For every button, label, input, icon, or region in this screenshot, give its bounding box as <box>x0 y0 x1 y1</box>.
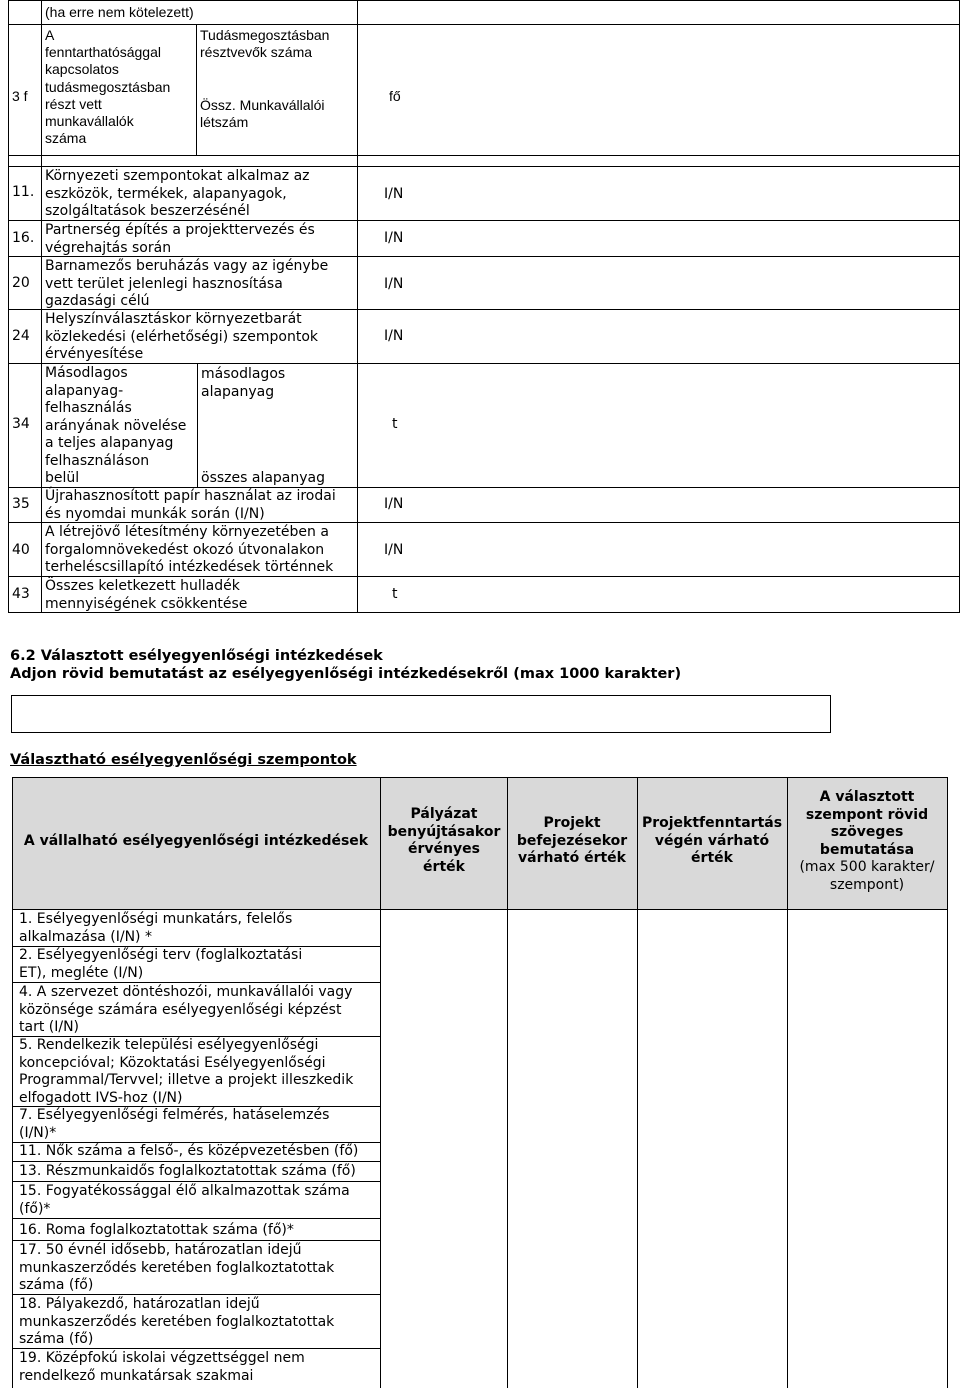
row-number: 24 <box>12 328 30 344</box>
unit-value: I/N <box>384 186 404 202</box>
list-item: 16. Roma foglalkoztatottak száma (fő)* <box>19 1222 294 1238</box>
description-value-cell[interactable] <box>788 910 947 1388</box>
unit-value: I/N <box>384 230 404 246</box>
section-title: 6.2 Választott esélyegyenlőségi intézkedések <box>10 648 383 664</box>
list-item: 7. Esélyegyenlőségi felmérés, hatáselemzés (I/N)* <box>19 1107 330 1141</box>
participants-label: Tudásmegosztásban résztvevők száma <box>200 27 330 61</box>
total-material-label: összes alapanyag <box>201 470 325 486</box>
row-number: 16. <box>12 230 35 246</box>
row-number: 11. <box>12 184 35 200</box>
unit-value: t <box>392 416 398 432</box>
unit-value: I/N <box>384 276 404 292</box>
section-instruction: Adjon rövid bemutatást az esélyegyenlőségi intézkedésekről (max 1000 karakter) <box>10 666 682 682</box>
list-item: 18. Pályakezdő, határozatlan idejű munkaszerződés keretében foglalkoztatottak száma (fő) <box>19 1296 335 1347</box>
indicator-text: Újrahasznosított papír használat az irodai és nyomdai munkák során (I/N) <box>45 488 336 522</box>
header-submission: Pályázat benyújtásakor érvényes érték <box>387 806 501 875</box>
description-textbox[interactable] <box>11 695 831 733</box>
list-item: 15. Fogyatékossággal élő alkalmazottak száma (fő)* <box>19 1183 350 1217</box>
indicator-text: A létrejövő létesítmény környezetében a forgalomnövekedést okozó útvonalakon terheléscsillapító intézkedések történnek <box>45 524 334 575</box>
row-number: 35 <box>12 496 30 512</box>
indicator-text: Összes keletkezett hulladék mennyiségének csökkentése <box>45 578 248 612</box>
indicator-text: Másodlagos alapanyag- felhasználás arányának növelése a teljes alapanyag felhasználáson belül <box>45 365 187 486</box>
completion-value-cell[interactable] <box>508 910 637 1388</box>
total-headcount-label: Össz. Munkavállalói létszám <box>200 97 325 131</box>
indicator-text: Partnerség építés a projekttervezés és végrehajtás során <box>45 222 315 256</box>
unit-value: t <box>392 586 398 602</box>
header-maintenance: Projektfenntartás végén várható érték <box>641 815 783 866</box>
unit-value: I/N <box>384 542 404 558</box>
secondary-material-label: másodlagos alapanyag <box>201 366 286 400</box>
list-item: 1. Esélyegyenlőségi munkatárs, felelős alkalmazása (I/N) * <box>19 911 293 945</box>
row-number: 40 <box>12 542 30 558</box>
header-completion: Projekt befejezésekor várható érték <box>516 815 628 866</box>
header-description-title: A választott szempont rövid szöveges bemutatása <box>805 789 929 858</box>
indicator-text: Barnamezős beruházás vagy az igénybe vett terület jelenlegi hasznosítása gazdasági célú <box>45 258 329 309</box>
row-number: 34 <box>12 416 30 432</box>
unit-value: I/N <box>384 328 404 344</box>
choices-title: Választható esélyegyenlőségi szempontok <box>10 752 357 768</box>
unit-label: fő <box>389 88 401 104</box>
row-number: 43 <box>12 586 30 602</box>
indicator-text: Helyszínválasztáskor környezetbarát közlekedési (elérhetőségi) szempontok érvényesítése <box>45 311 318 362</box>
header-description <box>787 789 947 894</box>
maintenance-value-cell[interactable] <box>638 910 787 1388</box>
list-item: 11. Nők száma a felső-, és középvezetésben (fő) <box>19 1143 359 1159</box>
row-number: 20 <box>12 275 30 291</box>
row-number: 3 f <box>12 88 28 104</box>
submission-value-cell[interactable] <box>381 910 507 1388</box>
list-item: 13. Részmunkaidős foglalkoztatottak száma (fő) <box>19 1163 356 1179</box>
list-item: 5. Rendelkezik települési esélyegyenlőségi koncepcióval; Közoktatási Esélyegyenlőségi Programmal/Tervvel; illetve a projekt illeszkedik elfogadott IVS-hoz (I/N) <box>19 1037 354 1106</box>
header-measure: A vállalható esélyegyenlőségi intézkedések <box>23 833 369 849</box>
unit-value: I/N <box>384 496 404 512</box>
list-item: 4. A szervezet döntéshozói, munkavállalói vagy közönsége számára esélyegyenlőségi képzést tart (I/N) <box>19 984 353 1035</box>
knowledge-sharing-label: A fenntarthatósággal kapcsolatos tudásmegosztásban részt vett munkavállalók száma <box>45 27 171 147</box>
header-description-note: (max 500 karakter/ szempont) <box>799 859 935 893</box>
list-item: 17. 50 évnél idősebb, határozatlan idejű munkaszerződés keretében foglalkoztatottak száma (fő) <box>19 1242 335 1293</box>
list-item: 2. Esélyegyenlőségi terv (foglalkoztatási ET), megléte (I/N) <box>19 947 303 981</box>
optional-note: (ha erre nem kötelezett) <box>45 4 194 20</box>
list-item: 19. Középfokú iskolai végzettséggel nem rendelkező munkatársak szakmai <box>19 1350 305 1384</box>
indicator-text: Környezeti szempontokat alkalmaz az eszközök, termékek, alapanyagok, szolgáltatások beszerzésénél <box>45 168 310 219</box>
